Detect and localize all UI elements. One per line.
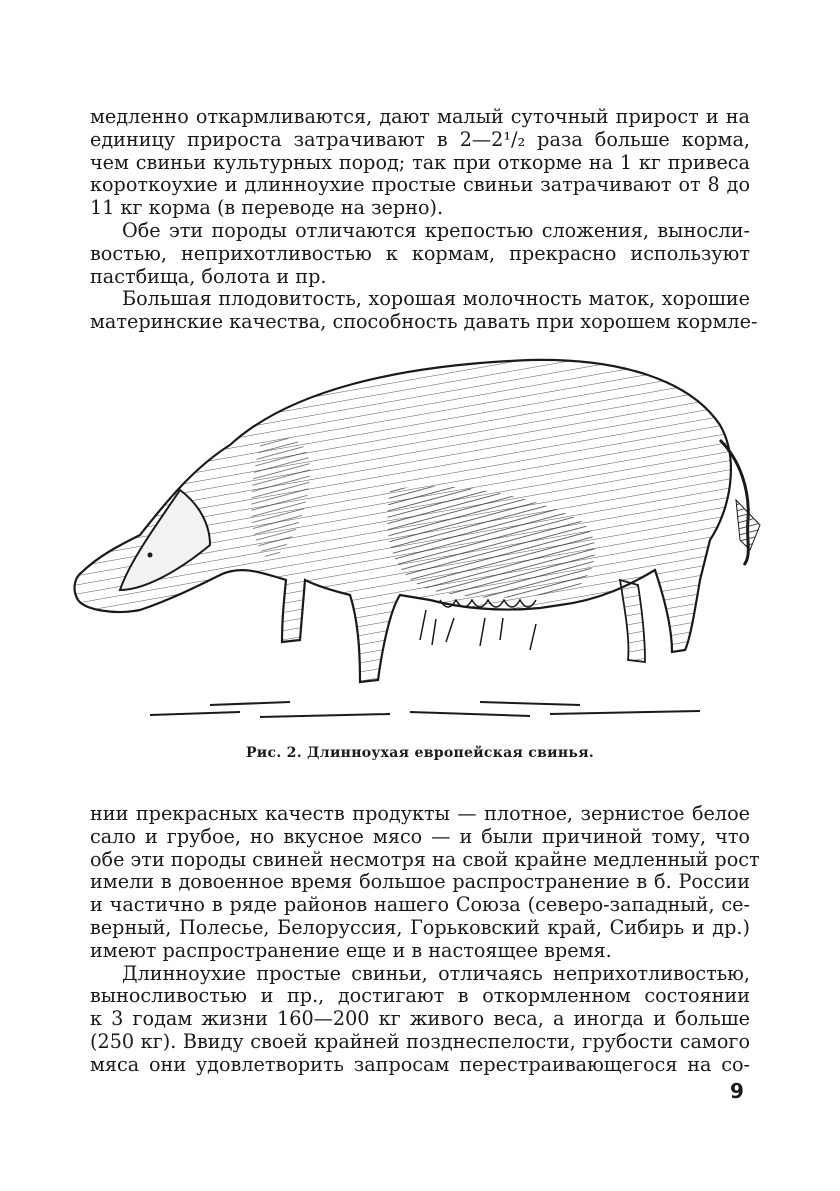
text-line: и частично в ряде районов нашего Союза (северо-западный, се- [90,893,750,917]
text-line: сало и грубое, но вкусное мясо — и были причиной тому, что [90,824,750,848]
text-line: мяса они удовлетворить запросам перестраивающегося на со- [90,1052,750,1076]
text-line: обе эти породы свиней несмотря на свой крайне медленный рост [90,847,760,871]
pig-illustration [60,350,780,730]
text-line: единицу прироста затрачивают в 2—2¹/₂ раза больше корма, [90,127,750,151]
text-line: выносливостью и пр., достигают в откормленном состоянии [90,984,750,1008]
text-line: чем свиньи культурных пород; так при откорме на 1 кг привеса [90,150,750,174]
text-line: Большая плодовитость, хорошая молочность маток, хорошие [122,287,750,311]
text-block-bottom [90,802,760,1077]
figure-caption: Рис. 2. Длинноухая европейская свинья. [245,745,595,761]
text-line: нии прекрасных качеств продукты — плотное, зернистое белое [90,802,750,825]
text-line: Длинноухие простые свиньи, отличаясь неприхотливостью, [122,961,750,985]
text-line: материнские качества, способность давать при хорошем кормле- [90,310,758,334]
text-line: пастбища, болота и пр. [90,264,327,288]
text-line: верный, Полесье, Белоруссия, Горьковский край, Сибирь и др.) [90,915,750,939]
text-line: короткоухие и длинноухие простые свиньи затрачивают от 8 до [90,173,750,197]
text-line: востью, неприхотливостью к кормам, прекрасно используют [90,241,750,265]
text-line: (250 кг). Ввиду своей крайней позднеспелости, грубости самого [90,1029,750,1053]
page-number: 9 [730,1079,744,1103]
text-block-top [90,105,758,334]
text-line: имеют распространение еще и в настоящее время. [90,938,612,962]
text-line: Обе эти породы отличаются крепостью сложения, выносли- [122,218,750,242]
text-line: 11 кг корма (в переводе на зерно). [90,196,444,220]
text-line: к 3 годам жизни 160—200 кг живого веса, а иногда и больше [90,1007,750,1031]
text-line: имели в довоенное время большое распространение в б. России [90,870,750,894]
text-line: медленно откармливаются, дают малый суточный прирост и на [90,105,750,128]
